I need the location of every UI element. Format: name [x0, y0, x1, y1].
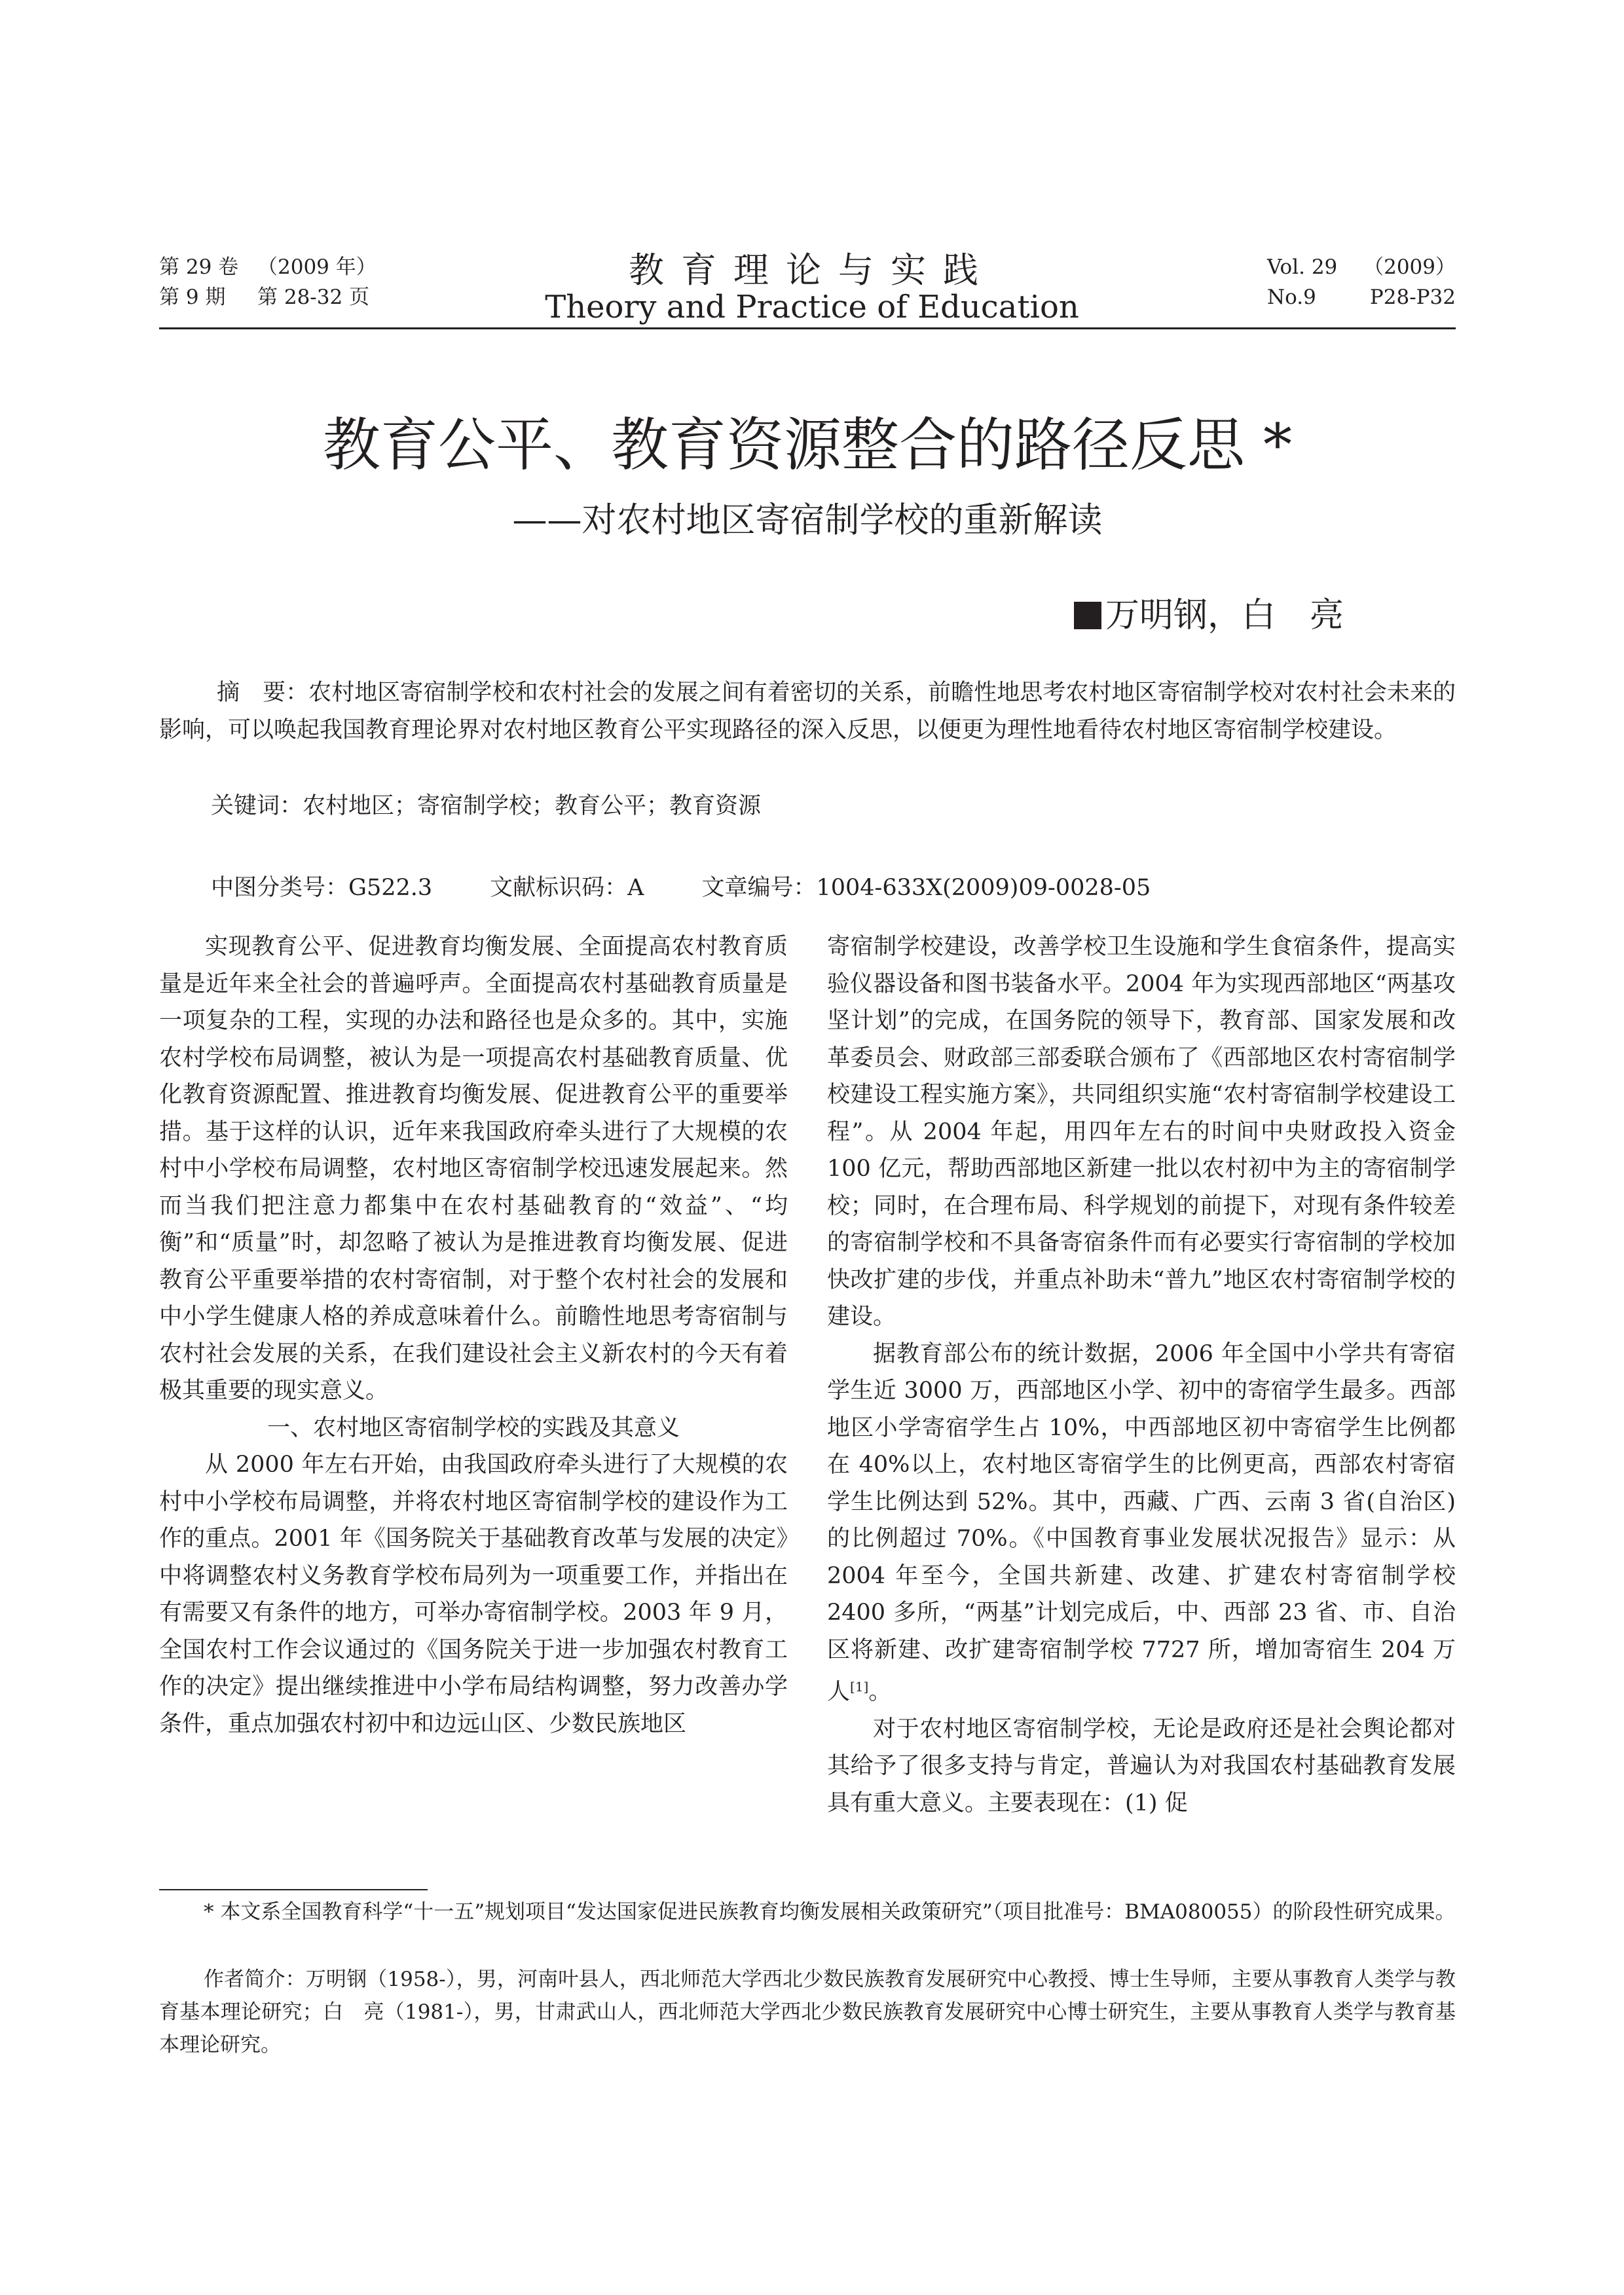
header-left: [159, 252, 377, 312]
header-issue: 第 9 期: [159, 285, 226, 309]
article-title: 教育公平、教育资源整合的路径反思 *: [323, 411, 1292, 479]
footnote-funding: * 本文系全国教育科学“十一五”规划项目“发达国家促进民族教育均衡发展相关政策研究”（项目批准号：BMA080055）的阶段性研究成果。: [204, 1900, 1456, 1924]
classification-line: [211, 870, 1208, 907]
left-column: [159, 928, 788, 1742]
header-vol-en: Vol. 29: [1267, 255, 1338, 279]
header-right: [1267, 252, 1456, 312]
paragraph: 实现教育公平、促进教育均衡发展、全面提高农村教育质量是近年来全社会的普遍呼声。全面提高农村基础教育质量是一项复杂的工程，实现的办法和路径也是众多的。其中，实施农村学校布局调整，被认为是一项提高农村基础教育质量、优化教育资源配置、推进教育均衡发展、促进教育公平的重要举措。基于这样的认识，近年来我国政府牵头进行了大规模的农村中小学校布局调整，农村地区寄宿制学校迅速发展起来。然而当我们把注意力都集中在农村基础教育的“效益”、“均衡”和“质量”时，却忽略了被认为是推进教育均衡发展、促进教育公平重要举措的农村寄宿制，对于整个农村社会的发展和中小学生健康人格的养成意味着什么。前瞻性地思考寄宿制与农村社会发展的关系，在我们建设社会主义新农村的今天有着极其重要的现实意义。: [159, 934, 788, 1404]
paragraph: 对于农村地区寄宿制学校，无论是政府还是社会舆论都对其给予了很多支持与肯定，普遍认为对我国农村基础教育发展具有重大意义。主要表现在：(1) 促: [827, 1716, 1456, 1816]
author-line: [1074, 593, 1344, 638]
paragraph: 从 2000 年左右开始，由我国政府牵头进行了大规模的农村中小学校布局调整，并将农村地区寄宿制学校的建设作为工作的重点。2001 年《国务院关于基础教育改革与发展的决定》中将调整农村义务教育学校布局列为一项重要工作，并指出在有需要又有条件的地方，可举办寄宿制学校。2003 年 9 月，全国农村工作会议通过的《国务院关于进一步加强农村教育工作的决定》提出继续推进中小学布局结构调整，努力改善办学条件，重点加强农村初中和边远山区、少数民族地区: [159, 1452, 788, 1737]
abstract: 摘 要：农村地区寄宿制学校和农村社会的发展之间有着密切的关系，前瞻性地思考农村地区寄宿制学校对农村社会未来的影响，可以唤起我国教育理论界对农村地区教育公平实现路径的深入反思，以便更为理性地看待农村地区寄宿制学校建设。: [159, 680, 1456, 743]
clc-number: 中图分类号：G522.3: [211, 875, 433, 901]
journal-title-cn: 教育理论与实践: [629, 249, 995, 291]
citation-ref: [1]: [850, 1679, 869, 1695]
keywords: 关键词：农村地区；寄宿制学校；教育公平；教育资源: [211, 793, 762, 819]
header-issue-en: No.9: [1267, 285, 1316, 309]
document-code: 文献标识码：A: [490, 875, 644, 901]
paragraph-end: 。: [868, 1679, 892, 1705]
header-rule: [159, 327, 1456, 329]
paragraph: 寄宿制学校建设，改善学校卫生设施和学生食宿条件，提高实验仪器设备和图书装备水平。2004 年为实现西部地区“两基攻坚计划”的完成，在国务院的领导下，教育部、国家发展和改革委员会、财政部三部委联合颁布了《西部地区农村寄宿制学校建设工程实施方案》，共同组织实施“农村寄宿制学校建设工程”。从 2004 年起，用四年左右的时间中央财政投入资金 100 亿元，帮助西部地区新建一批以农村初中为主的寄宿制学校；同时，在合理布局、科学规划的前提下，对现有条件较差的寄宿制学校和不具备寄宿条件而有必要实行寄宿制的学校加快改扩建的步伐，并重点补助未“普九”地区农村寄宿制学校的建设。: [827, 934, 1456, 1330]
authors: 万明钢，白 亮: [1105, 596, 1344, 635]
footnote-authors: 作者简介：万明钢（1958-），男，河南叶县人，西北师范大学西北少数民族教育发展研究中心教授、博士生导师，主要从事教育人类学与教育基本理论研究；白 亮（1981-），男，甘肃武山人，西北师范大学西北少数民族教育发展研究中心博士研究生，主要从事教育人类学与教育基本理论研究。: [159, 1968, 1456, 2057]
header-pages: 第 28-32 页: [257, 285, 370, 309]
black-square-icon: [1074, 602, 1101, 629]
article-subtitle: ——对农村地区寄宿制学校的重新解读: [512, 500, 1103, 540]
right-column: [827, 928, 1456, 1822]
article-number: 文章编号：1004-633X(2009)09-0028-05: [701, 875, 1151, 901]
header-year: （2009 年）: [257, 255, 377, 279]
header-volume: 第 29 卷: [159, 255, 239, 279]
footnote-rule: [159, 1889, 428, 1890]
section-heading: 一、农村地区寄宿制学校的实践及其意义: [267, 1414, 680, 1441]
header-pages-en: P28-P32: [1369, 285, 1456, 309]
header-year-en: （2009）: [1363, 255, 1456, 279]
paragraph-text: 据教育部公布的统计数据，2006 年全国中小学共有寄宿学生近 3000 万，西部地区小学、初中的寄宿学生最多。西部地区小学寄宿学生占 10%，中西部地区初中寄宿学生比例都在 40%以上，农村地区寄宿学生的比例更高，西部农村寄宿学生比例达到 52%。其中，西藏、广西、云南 3 省(自治区)的比例超过 70%。《中国教育事业发展状况报告》显示：从 2004 年至今，全国共新建、改建、扩建农村寄宿制学校 2400 多所，“两基”计划完成后，中、西部 23 省、市、自治区将新建、改扩建寄宿制学校 7727 所，增加寄宿生 204 万人: [827, 1340, 1456, 1705]
paragraph: [827, 1336, 1456, 1711]
journal-title-en: Theory and Practice of Education: [545, 289, 1079, 325]
